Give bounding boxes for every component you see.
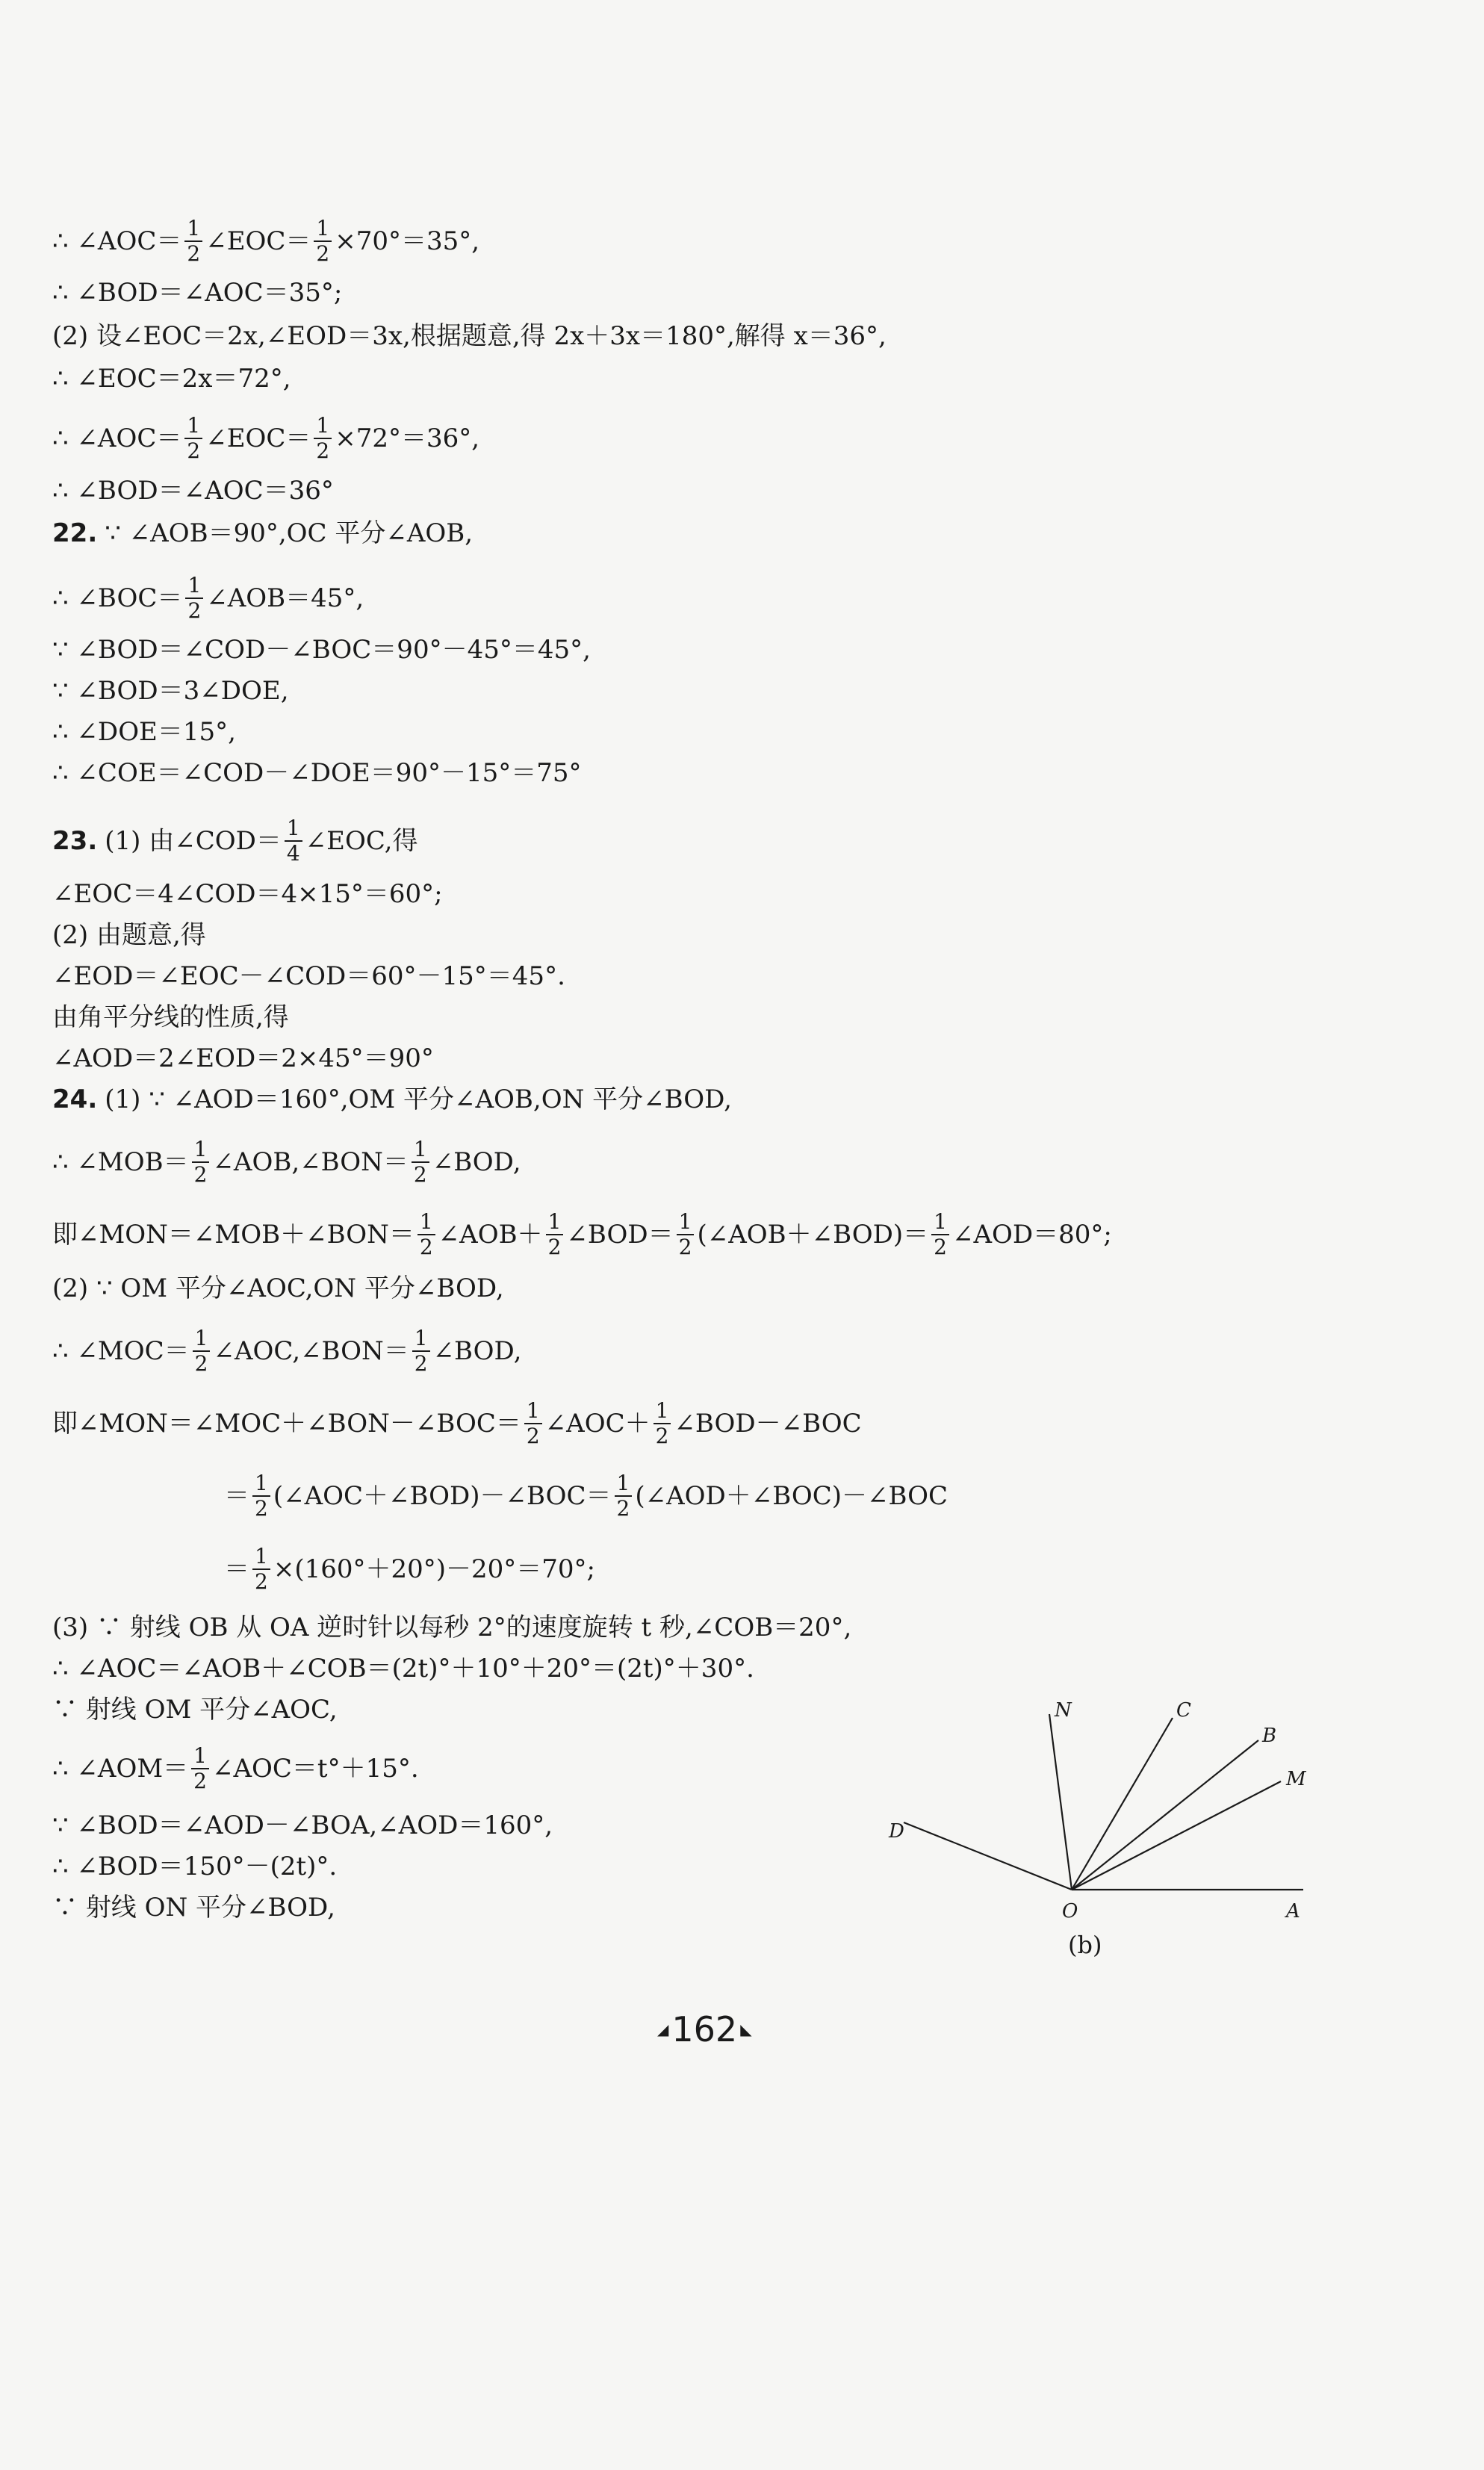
left-triangle-icon: ◢: [657, 2020, 669, 2038]
math-text: ∠EOC,得: [305, 826, 418, 856]
fraction: [252, 1546, 270, 1592]
math-text: ∠AOC＋: [544, 1409, 651, 1439]
math-text: ∴ ∠MOB＝: [52, 1147, 189, 1177]
math-text: ×(160°＋20°)－20°＝70°;: [273, 1554, 595, 1584]
fraction: [314, 415, 332, 462]
fraction-numerator: 1: [185, 575, 203, 599]
solution-line: ∴ ∠BOD＝150°－(2t)°.: [52, 1852, 338, 1881]
fraction-numerator: 1: [931, 1211, 949, 1235]
fraction-denominator: 2: [193, 1769, 207, 1793]
fraction-denominator: 2: [187, 241, 201, 266]
fraction-denominator: 2: [255, 1569, 268, 1594]
math-text: ∠BOD,: [432, 1147, 521, 1177]
fraction-numerator: 1: [285, 818, 302, 842]
math-text: ∠AOB＋: [438, 1220, 543, 1250]
math-text: ∴ ∠AOC＝: [52, 226, 182, 256]
math-text: ∴ ∠AOC＝: [52, 423, 182, 453]
solution-text: (1) ∵ ∠AOD＝160°,OM 平分∠AOB,ON 平分∠BOD,: [105, 1084, 732, 1114]
math-text: ∠BOD,: [432, 1336, 522, 1366]
math-text: ∠AOD＝80°;: [951, 1220, 1112, 1250]
angle-figure: [874, 1695, 1322, 1972]
solution-line: ∵ ∠BOD＝3∠DOE,: [52, 676, 289, 706]
math-text: ＝: [224, 1481, 249, 1511]
solution-line: [52, 1400, 862, 1447]
problem-number: 23.: [52, 826, 98, 856]
solution-line: ∠EOC＝4∠COD＝4×15°＝60°;: [52, 879, 443, 909]
solution-line: ∴ ∠DOE＝15°,: [52, 717, 236, 747]
solution-line: [52, 1328, 521, 1374]
fraction-numerator: 1: [252, 1473, 270, 1497]
label-n: N: [1055, 1699, 1072, 1722]
math-text: ∴ ∠MOC＝: [52, 1336, 190, 1366]
fraction: [546, 1211, 564, 1258]
math-text: ＝: [224, 1554, 249, 1584]
problem-22-line: [52, 518, 474, 548]
fraction-numerator: 1: [252, 1546, 270, 1570]
solution-line: ∵ ∠BOD＝∠COD－∠BOC＝90°－45°＝45°,: [52, 635, 591, 665]
math-text: (∠AOC＋∠BOD)－∠BOC＝: [273, 1481, 612, 1511]
label-m: M: [1286, 1768, 1306, 1790]
fraction-denominator: 2: [616, 1496, 630, 1521]
solution-line: [52, 1743, 419, 1793]
fraction-denominator: 2: [934, 1235, 947, 1259]
fraction-denominator: 2: [316, 241, 330, 266]
fraction: [615, 1473, 633, 1519]
fraction-numerator: 1: [546, 1211, 564, 1235]
label-b: B: [1262, 1725, 1277, 1747]
page-number-text: 162: [671, 2009, 738, 2049]
math-text: ∠EOC＝: [205, 423, 311, 453]
fraction: [653, 1400, 671, 1447]
fraction-denominator: 2: [414, 1351, 428, 1376]
fraction-denominator: 2: [413, 1162, 427, 1187]
fraction-denominator: 2: [547, 1235, 562, 1259]
solution-line: [52, 1139, 521, 1185]
fraction-numerator: 1: [412, 1328, 430, 1352]
fraction-denominator: 2: [655, 1424, 669, 1448]
fraction-numerator: 1: [191, 1746, 209, 1769]
label-a: A: [1286, 1900, 1300, 1923]
solution-line: [52, 218, 479, 264]
solution-line: [52, 1211, 1112, 1258]
fraction-denominator: 2: [678, 1235, 692, 1259]
fraction-denominator: 2: [194, 1351, 208, 1376]
problem-23-line: [52, 818, 417, 864]
figure-caption: (b): [1068, 1931, 1102, 1959]
math-text: ∠EOC＝: [205, 226, 311, 256]
math-text: ∴ ∠BOC＝: [52, 583, 183, 613]
math-text: ∠AOC,∠BON＝: [213, 1336, 409, 1366]
ray-on: [1049, 1714, 1072, 1890]
solution-line: ∠AOD＝2∠EOD＝2×45°＝90°: [52, 1043, 434, 1073]
math-text: ×70°＝35°,: [335, 226, 480, 256]
solution-line: 由角平分线的性质,得: [52, 1002, 289, 1032]
solution-line: (3) ∵ 射线 OB 从 OA 逆时针以每秒 2°的速度旋转 t 秒,∠COB＝20°,: [52, 1613, 852, 1642]
math-text: ∴ ∠AOM＝: [52, 1754, 189, 1784]
math-text: 即∠MON＝∠MOB＋∠BON＝: [52, 1220, 415, 1250]
math-text: (1) 由∠COD＝: [105, 826, 282, 856]
problem-number: 22.: [52, 518, 98, 548]
fraction-denominator: 2: [526, 1424, 540, 1448]
right-triangle-icon: ◣: [740, 2020, 752, 2038]
fraction-numerator: 1: [184, 218, 202, 242]
fraction-numerator: 1: [653, 1400, 671, 1424]
fraction-numerator: 1: [417, 1211, 435, 1235]
fraction-denominator: 2: [187, 598, 202, 623]
fraction-numerator: 1: [524, 1400, 542, 1424]
solution-line: ∴ ∠BOD＝∠AOC＝36°: [52, 476, 334, 506]
fraction: [412, 1328, 430, 1374]
solution-line: (2) 由题意,得: [52, 920, 206, 950]
solution-line: [52, 575, 364, 621]
solution-line: ∵ 射线 ON 平分∠BOD,: [52, 1893, 335, 1923]
fraction: [191, 1743, 209, 1793]
fraction: [193, 1328, 211, 1374]
label-c: C: [1176, 1699, 1191, 1722]
fraction: [184, 218, 202, 264]
solution-text: ∵ ∠AOB＝90°,OC 平分∠AOB,: [105, 518, 474, 548]
fraction-numerator: 1: [314, 218, 332, 242]
solution-line: ∴ ∠COE＝∠COD－∠DOE＝90°－15°＝75°: [52, 758, 582, 788]
fraction-denominator: 2: [419, 1235, 433, 1259]
fraction-denominator: 4: [286, 841, 300, 866]
fraction: [252, 1473, 270, 1519]
math-text: (∠AOD＋∠BOC)－∠BOC: [635, 1481, 949, 1511]
solution-line: (2) 设∠EOC＝2x,∠EOD＝3x,根据题意,得 2x＋3x＝180°,解得 x＝36°,: [52, 321, 887, 351]
solution-line: ∴ ∠EOC＝2x＝72°,: [52, 364, 291, 394]
fraction: [417, 1211, 435, 1258]
math-text: ∠AOB＝45°,: [206, 583, 364, 613]
solution-line: ∠EOD＝∠EOC－∠COD＝60°－15°＝45°.: [52, 961, 565, 991]
fraction: [412, 1139, 429, 1185]
fraction-denominator: 2: [255, 1496, 268, 1521]
math-text: ∠BOD＝: [566, 1220, 674, 1250]
math-text: ∠BOD－∠BOC: [674, 1409, 862, 1439]
solution-line: ∵ ∠BOD＝∠AOD－∠BOA,∠AOD＝160°,: [52, 1810, 553, 1840]
fraction-numerator: 1: [314, 415, 332, 439]
fraction-numerator: 1: [412, 1139, 429, 1163]
fraction: [185, 575, 203, 621]
fraction-numerator: 1: [615, 1473, 633, 1497]
fraction-numerator: 1: [193, 1328, 211, 1352]
fraction: [524, 1400, 542, 1447]
fraction-numerator: 1: [192, 1139, 210, 1163]
math-text: ∠AOC＝t°＋15°.: [212, 1754, 419, 1784]
fraction: [314, 218, 332, 264]
page-number: [657, 2009, 752, 2049]
math-text: 即∠MON＝∠MOC＋∠BON－∠BOC＝: [52, 1409, 521, 1439]
solution-line: ∵ 射线 OM 平分∠AOC,: [52, 1695, 338, 1725]
math-text: ×72°＝36°,: [335, 423, 480, 453]
problem-number: 24.: [52, 1084, 98, 1114]
math-text: ∠AOB,∠BON＝: [212, 1147, 409, 1177]
math-text: (∠AOB＋∠BOD)＝: [697, 1220, 929, 1250]
solution-line: ∴ ∠AOC＝∠AOB＋∠COB＝(2t)°＋10°＋20°＝(2t)°＋30°.: [52, 1654, 754, 1684]
solution-line: [224, 1473, 948, 1519]
fraction: [285, 818, 302, 864]
fraction-denominator: 2: [316, 438, 330, 463]
fraction: [931, 1211, 949, 1258]
solution-line: [224, 1546, 595, 1592]
fraction: [184, 415, 202, 462]
fraction-denominator: 2: [193, 1162, 208, 1187]
fraction: [192, 1139, 210, 1185]
label-o: O: [1062, 1900, 1078, 1923]
fraction: [677, 1211, 695, 1258]
fraction-denominator: 2: [187, 438, 201, 463]
ray-ob: [1072, 1740, 1258, 1890]
ray-od: [904, 1822, 1072, 1890]
fraction-numerator: 1: [184, 415, 202, 439]
problem-24-line: [52, 1084, 732, 1114]
solution-line: ∴ ∠BOD＝∠AOC＝35°;: [52, 278, 343, 308]
fraction-numerator: 1: [677, 1211, 695, 1235]
solution-line: [52, 415, 479, 462]
solution-line: (2) ∵ OM 平分∠AOC,ON 平分∠BOD,: [52, 1273, 504, 1303]
label-d: D: [889, 1820, 904, 1843]
